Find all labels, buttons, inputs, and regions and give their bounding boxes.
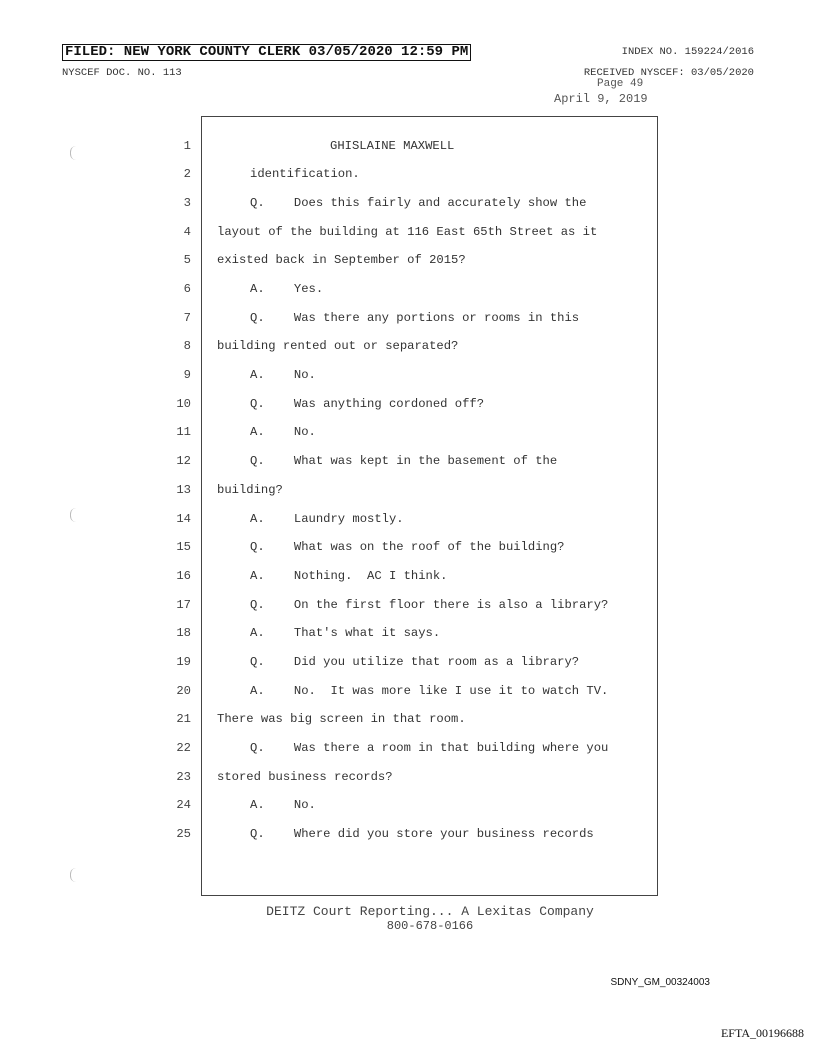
transcript-line [0,512,816,532]
line-number: 18 [176,626,191,640]
line-text: Q. Did you utilize that room as a library? [250,655,580,669]
line-text: building rented out or separated? [217,339,459,353]
transcript-line [0,540,816,560]
line-number: 3 [183,196,191,210]
court-reporter-name: DEITZ Court Reporting... A Lexitas Company [266,904,594,919]
line-number: 23 [176,770,191,784]
filed-header: FILED: NEW YORK COUNTY CLERK 03/05/2020 12:59 PM [62,44,471,61]
transcript-line [0,798,816,818]
line-number: 22 [176,741,191,755]
line-text: A. Yes. [250,282,324,296]
transcript-line [0,311,816,331]
deposition-date: April 9, 2019 [554,92,648,106]
transcript-line [0,712,816,732]
transcript-line [0,741,816,761]
nyscef-doc-number: NYSCEF DOC. NO. 113 [62,67,182,79]
line-number: 10 [176,397,191,411]
line-number: 12 [176,454,191,468]
line-text: Q. What was kept in the basement of the [250,454,558,468]
line-number: 2 [183,167,191,181]
page-number: Page 49 [597,78,644,90]
line-text: Q. Was anything cordoned off? [250,397,485,411]
bates-number: SDNY_GM_00324003 [610,977,710,988]
line-number: 15 [176,540,191,554]
transcript-line [0,139,816,159]
line-number: 24 [176,798,191,812]
line-text: Q. What was on the roof of the building? [250,540,565,554]
line-number: 14 [176,512,191,526]
line-number: 8 [183,339,191,353]
line-number: 4 [183,225,191,239]
line-text: building? [217,483,283,497]
line-text: A. No. [250,798,316,812]
line-text: A. No. [250,368,316,382]
transcript-line [0,368,816,388]
transcript-line [0,569,816,589]
line-number: 19 [176,655,191,669]
line-number: 20 [176,684,191,698]
line-text: Q. Was there any portions or rooms in this [250,311,580,325]
court-reporter-phone: 800-678-0166 [386,919,474,933]
line-text: A. Nothing. AC I think. [250,569,448,583]
transcript-line [0,684,816,704]
line-text: GHISLAINE MAXWELL [330,139,455,153]
transcript-line [0,598,816,618]
transcript-line [0,425,816,445]
line-text: Q. Does this fairly and accurately show the [250,196,587,210]
line-number: 5 [183,253,191,267]
line-text: A. That's what it says. [250,626,441,640]
line-text: A. No. [250,425,316,439]
line-text: identification. [250,167,360,181]
transcript-line [0,655,816,675]
line-text: There was big screen in that room. [217,712,466,726]
transcript-line [0,827,816,847]
efta-number: EFTA_00196688 [720,1026,804,1040]
line-number: 17 [176,598,191,612]
line-text: Q. Was there a room in that building where you [250,741,609,755]
line-text: existed back in September of 2015? [217,253,466,267]
line-text: Q. Where did you store your business records [250,827,594,841]
transcript-line [0,196,816,216]
line-number: 1 [183,139,191,153]
line-text: layout of the building at 116 East 65th Street as it [217,225,598,239]
line-number: 6 [183,282,191,296]
transcript-line [0,282,816,302]
line-text: A. Laundry mostly. [250,512,404,526]
transcript-line [0,770,816,790]
received-date: RECEIVED NYSCEF: 03/05/2020 [583,67,754,79]
transcript-line [0,626,816,646]
line-number: 21 [176,712,191,726]
index-number: INDEX NO. 159224/2016 [621,46,754,58]
line-text: A. No. It was more like I use it to watch TV. [250,684,609,698]
line-number: 25 [176,827,191,841]
line-number: 9 [183,368,191,382]
transcript-line [0,454,816,474]
line-number: 7 [183,311,191,325]
transcript-line [0,483,816,503]
line-text: Q. On the first floor there is also a library? [250,598,609,612]
transcript-line [0,167,816,187]
transcript-line [0,225,816,245]
line-number: 13 [176,483,191,497]
transcript-line [0,397,816,417]
line-text: stored business records? [217,770,393,784]
transcript-line [0,253,816,273]
transcript-line [0,339,816,359]
line-number: 16 [176,569,191,583]
line-number: 11 [176,425,191,439]
